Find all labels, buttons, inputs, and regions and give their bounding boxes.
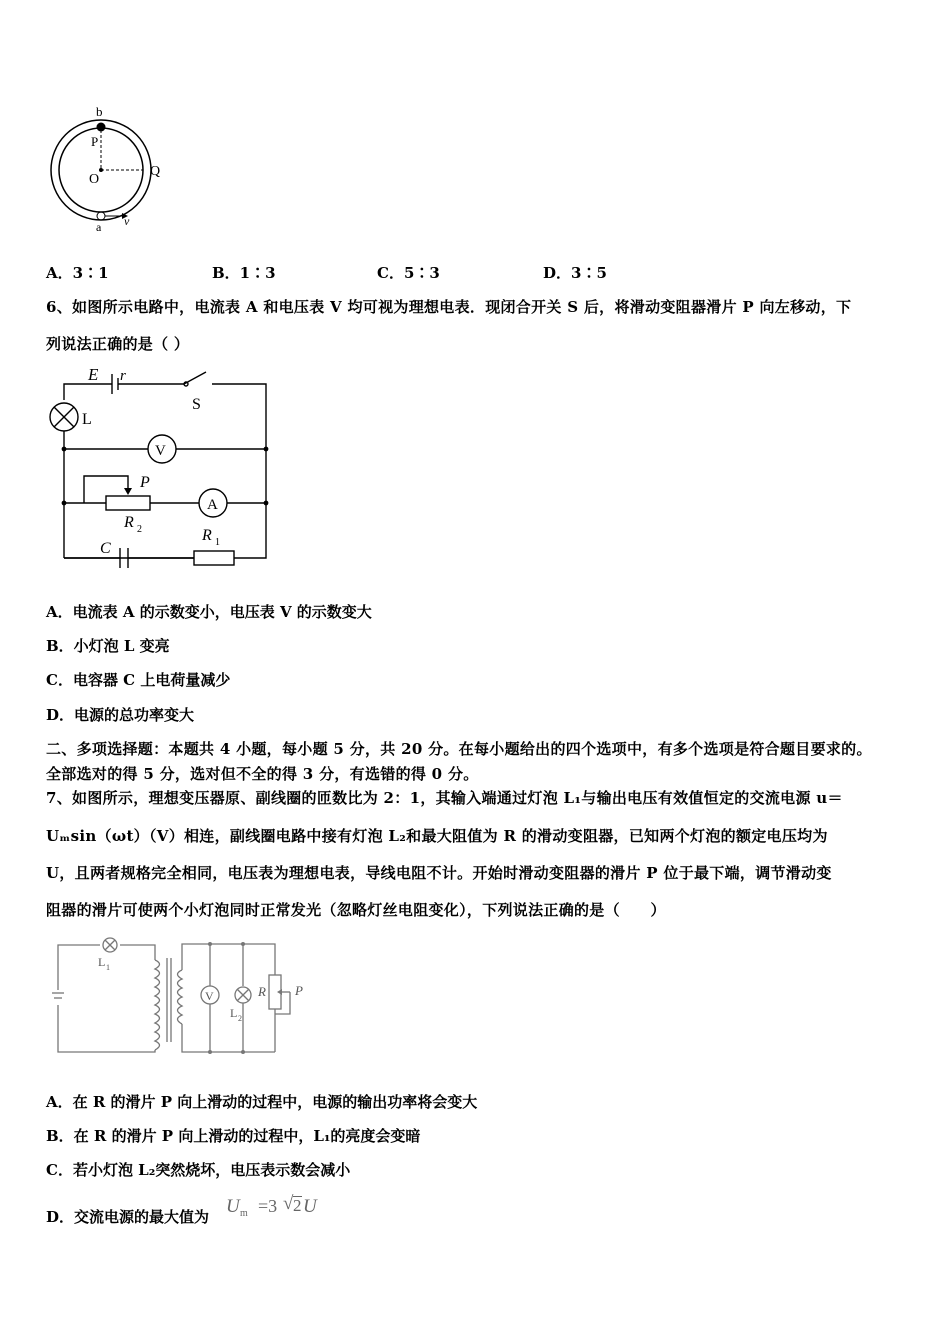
label-l2-sub: 2	[238, 1014, 242, 1023]
label-c: C	[100, 540, 111, 557]
label-b: b	[96, 104, 103, 119]
label-l2: L	[230, 1006, 238, 1020]
circle-figure	[40, 100, 180, 240]
formula-eq: =3	[258, 1196, 278, 1216]
section2-line1: 二、多项选择题：本题共 4 小题，每小题 5 分，共 20 分。在每小题给出的四个选项中，有多个选项是符合题目要求的。	[46, 740, 872, 758]
label-r2: R	[124, 514, 134, 531]
q6-option-b[interactable]: B．小灯泡 L 变亮	[46, 637, 170, 655]
label-r2-sub: 2	[137, 524, 142, 535]
label-l: L	[82, 411, 92, 428]
label-p: P	[91, 134, 99, 149]
label-r1-sub: 1	[215, 537, 220, 548]
q5-option-c[interactable]: C．5∶3	[377, 264, 440, 282]
label-r: r	[120, 368, 126, 384]
q6-option-a[interactable]: A．电流表 A 的示数变小，电压表 V 的示数变大	[46, 603, 372, 621]
q6-option-d[interactable]: D．电源的总功率变大	[46, 706, 195, 724]
formula-u2: U	[303, 1196, 317, 1217]
label-a: a	[96, 220, 102, 234]
formula-sub-m: m	[240, 1208, 248, 1219]
transformer-figure-q7	[50, 930, 320, 1060]
voltmeter-label-q7: V	[205, 989, 214, 1003]
q7-option-d[interactable]: D．交流电源的最大值为	[46, 1208, 210, 1226]
label-p6: P	[140, 474, 150, 491]
label-o: O	[89, 172, 100, 187]
q5-option-d[interactable]: D．3∶5	[543, 264, 607, 282]
circuit-figure-q6	[44, 360, 274, 575]
formula-u: U	[226, 1196, 240, 1217]
q6-stem-line2: 列说法正确的是（ ）	[46, 335, 190, 353]
q7-stem-line2: Uₘsin（ωt）（V）相连，副线圈电路中接有灯泡 L₂和最大阻值为 R 的滑动变阻器，已知两个灯泡的额定电压均为	[46, 827, 828, 845]
q6-option-c[interactable]: C．电容器 C 上电荷量减少	[46, 671, 231, 689]
q7-option-b[interactable]: B．在 R 的滑片 P 向上滑动的过程中，L₁的亮度会变暗	[46, 1127, 421, 1145]
label-l1: L	[98, 955, 106, 969]
label-l1-sub: 1	[106, 963, 110, 972]
q6-stem-line1: 6、如图所示电路中，电流表 A 和电压表 V 均可视为理想电表．现闭合开关 S 后，将滑动变阻器滑片 P 向左移动，下	[46, 298, 852, 316]
voltmeter-label: V	[155, 443, 166, 459]
label-r1: R	[202, 527, 212, 544]
sqrt-symbol: √	[283, 1193, 294, 1214]
q7-option-a[interactable]: A．在 R 的滑片 P 向上滑动的过程中，电源的输出功率将会变大	[46, 1093, 478, 1111]
label-s: S	[192, 396, 201, 413]
q5-option-a[interactable]: A．3∶1	[46, 264, 109, 282]
label-e: E	[88, 365, 99, 384]
q7-stem-line4: 阻器的滑片可使两个小灯泡同时正常发光（忽略灯丝电阻变化），下列说法正确的是（ ）	[46, 901, 666, 919]
label-q: Q	[150, 164, 161, 179]
q7-option-c[interactable]: C．若小灯泡 L₂突然烧坏，电压表示数会减小	[46, 1161, 351, 1179]
q5-option-b[interactable]: B．1∶3	[212, 264, 276, 282]
q7-stem-line1: 7、如图所示，理想变压器原、副线圈的匝数比为 2：1，其输入端通过灯泡 L₁与输出电压有效值恒定的交流电源 u＝	[46, 789, 843, 807]
label-p-q7: P	[295, 983, 303, 998]
label-r-q7: R	[258, 984, 266, 999]
section2-line2: 全部选对的得 5 分，选对但不全的得 3 分，有选错的得 0 分。	[46, 765, 479, 783]
q7-stem-line3: U，且两者规格完全相同，电压表为理想电表，导线电阻不计。开始时滑动变阻器的滑片 P 位于最下端，调节滑动变	[46, 864, 832, 882]
label-v: v	[124, 214, 130, 228]
ammeter-label: A	[207, 497, 218, 513]
formula-radicand: 2	[293, 1196, 302, 1215]
